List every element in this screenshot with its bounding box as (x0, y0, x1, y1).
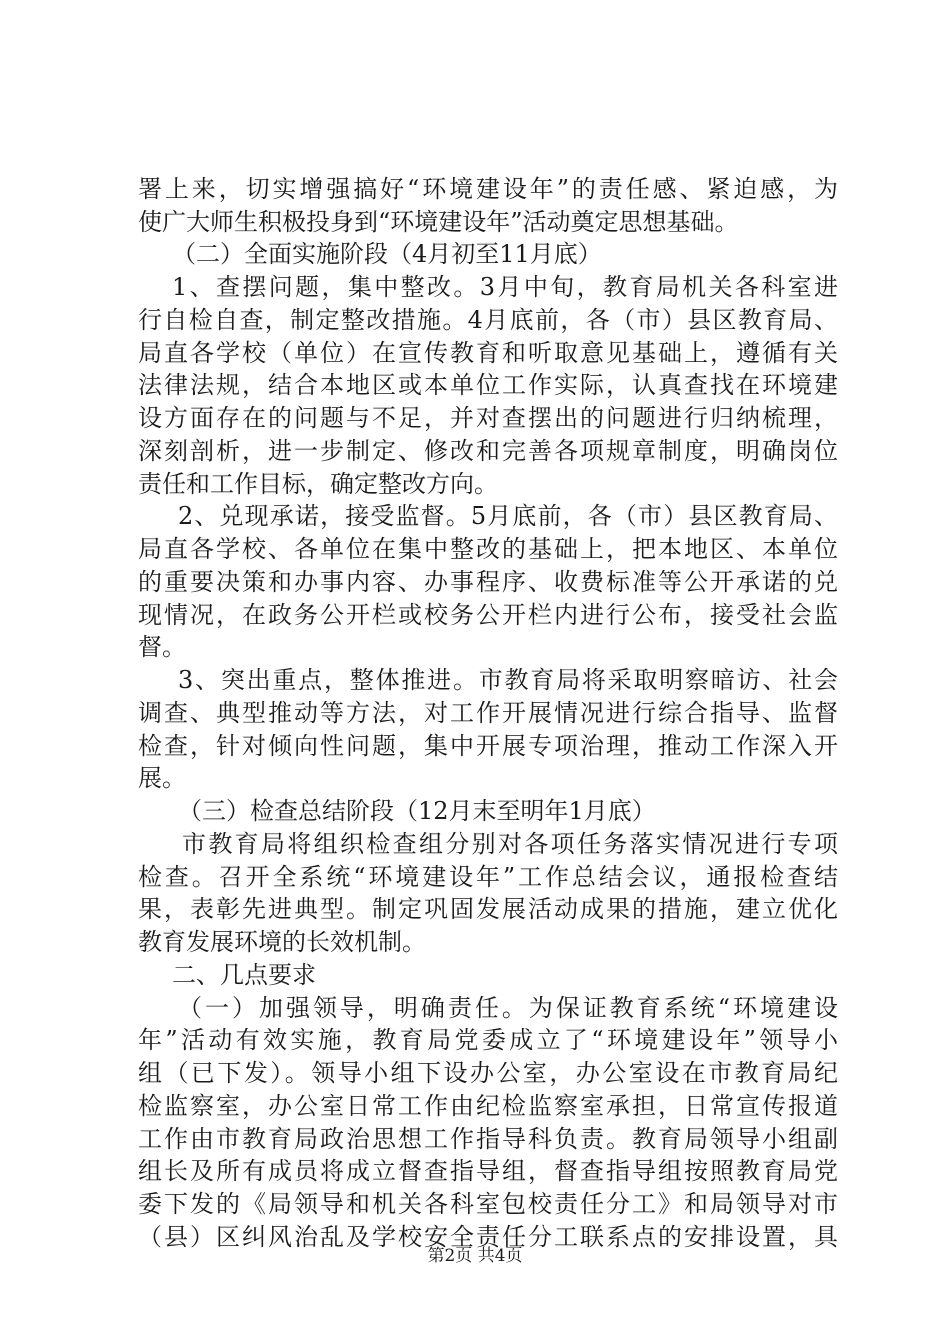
section-heading: （三）检查总结阶段（12月末至明年1月底） (178, 797, 656, 825)
text-line: 组（已下发）。领导小组下设办公室，办公室设在市教育局纪 (138, 1059, 838, 1087)
text-line: 果，表彰先进典型。制定巩固发展活动成果的措施，建立优化 (138, 895, 838, 923)
text-line: 年”活动有效实施，教育局党委成立了“环境建设年”领导小 (138, 1026, 838, 1054)
text-line: 行自检自查，制定整改措施。4月底前，各（市）县区教育局、 (138, 306, 838, 334)
text-line: 法律法规，结合本地区或本单位工作实际，认真查找在环境建 (138, 371, 838, 399)
text-line: 局直各学校（单位）在宣传教育和听取意见基础上，遵循有关 (138, 339, 838, 367)
text-line: 的重要决策和办事内容、办事程序、收费标准等公开承诺的兑 (138, 568, 838, 596)
text-line: 现情况，在政务公开栏或校务公开栏内进行公布，接受社会监 (138, 601, 838, 629)
text-line: 局直各学校、各单位在集中整改的基础上，把本地区、本单位 (138, 535, 838, 563)
text-line: 深刻剖析，进一步制定、修改和完善各项规章制度，明确岗位 (138, 437, 838, 465)
text-line: 调查、典型推动等方法，对工作开展情况进行综合指导、监督 (138, 699, 838, 727)
text-line: （一）加强领导，明确责任。为保证教育系统“环境建设 (178, 994, 838, 1022)
text-line: 教育发展环境的长效机制。 (138, 928, 426, 956)
text-line: 责任和工作目标，确定整改方向。 (138, 470, 498, 498)
text-line: 设方面存在的问题与不足，并对查摆出的问题进行归纳梳理， (138, 404, 838, 432)
text-line: 委下发的《局领导和机关各科室包校责任分工》和局领导对市 (138, 1190, 838, 1218)
text-line: 1、查摆问题，集中整改。3月中旬，教育局机关各科室进 (172, 273, 838, 301)
text-line: 组长及所有成员将成立督查指导组，督查指导组按照教育局党 (138, 1157, 838, 1185)
section-heading: （二）全面实施阶段（4月初至11月底） (172, 240, 602, 268)
text-line: 检查。召开全系统“环境建设年”工作总结会议，通报检查结 (138, 863, 838, 891)
text-line: 使广大师生积极投身到“环境建设年”活动奠定思想基础。 (138, 208, 739, 236)
page-number-footer: 第2页 共4页 (427, 1246, 523, 1266)
text-line: 展。 (138, 764, 186, 792)
section-heading: 二、几点要求 (172, 961, 316, 989)
text-line: 工作由市教育局政治思想工作指导科负责。教育局领导小组副 (138, 1125, 838, 1153)
text-line: 市教育局将组织检查组分别对各项任务落实情况进行专项 (182, 830, 838, 858)
text-line: 检监察室，办公室日常工作由纪检监察室承担，日常宣传报道 (138, 1092, 838, 1120)
text-line: 检查，针对倾向性问题，集中开展专项治理，推动工作深入开 (138, 732, 838, 760)
text-line: 2、兑现承诺，接受监督。5月底前，各（市）县区教育局、 (178, 502, 838, 530)
text-line: 督。 (138, 633, 186, 661)
text-line: （县）区纠风治乱及学校安全责任分工联系点的安排设置，具 (138, 1223, 838, 1251)
text-line: 署上来，切实增强搞好“环境建设年”的责任感、紧迫感，为 (138, 175, 838, 203)
text-line: 3、突出重点，整体推进。市教育局将采取明察暗访、社会 (178, 666, 838, 694)
